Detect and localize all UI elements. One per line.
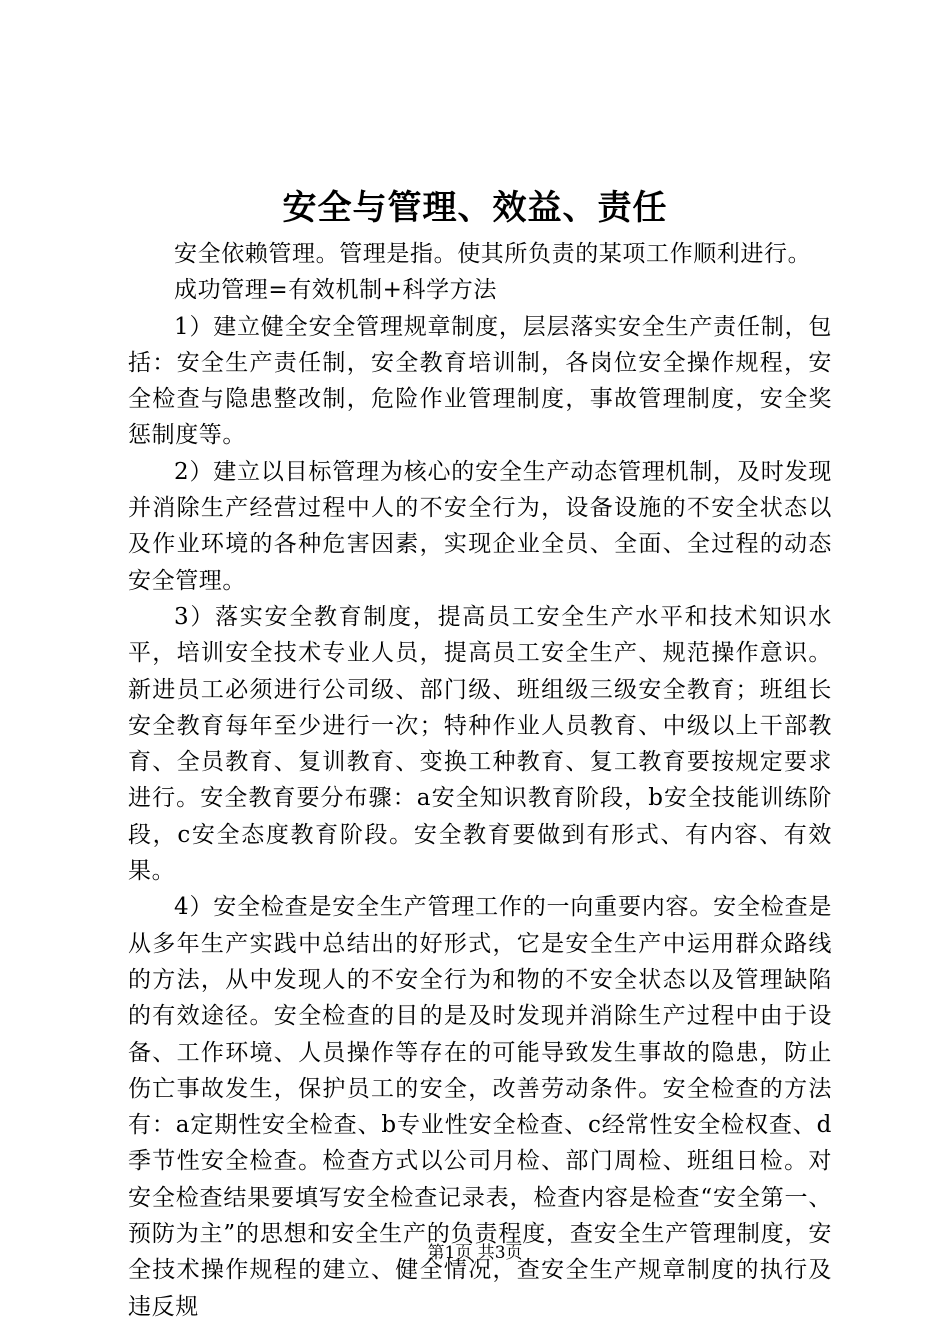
- document-body: [128, 236, 832, 1325]
- paragraph-formula: 成功管理=有效机制+科学方法: [174, 277, 497, 304]
- paragraph-item-1: 1）建立健全安全管理规章制度，层层落实安全生产责任制，包括：安全生产责任制，安全教育培训制，各岗位安全操作规程，安全检查与隐患整改制，危险作业管理制度，事故管理制度，安全奖惩制度等。: [128, 313, 832, 449]
- document-title: 安全与管理、效益、责任: [282, 188, 668, 228]
- paragraph-item-4: 4）安全检查是安全生产管理工作的一向重要内容。安全检查是从多年生产实践中总结出的好形式，它是安全生产中运用群众路线的方法，从中发现人的不安全行为和物的不安全状态以及管理缺陷的有效途径。安全检查的目的是及时发现并消除生产过程中由于设备、工作环境、人员操作等存在的可能导致发生事故的隐患，防止伤亡事故发生，保护员工的安全，改善劳动条件。安全检查的方法有：a定期性安全检查、b专业性安全检查、c经常性安全检权查、d季节性安全检查。检查方式以公司月检、部门周检、班组日检。对安全检查结果要填写安全检查记录表，检查内容是检查“安全第一、预防为主”的思想和安全生产的负责程度，查安全生产管理制度，安全技术操作规程的建立、健全情况，查安全生产规章制度的执行及违反规: [128, 894, 832, 1320]
- page-number-footer: 第1页 共3页: [427, 1243, 523, 1263]
- paragraph-item-2: 2）建立以目标管理为核心的安全生产动态管理机制，及时发现并消除生产经营过程中人的不安全行为，设备设施的不安全状态以及作业环境的各种危害因素，实现企业全员、全面、全过程的动态安全管理。: [128, 458, 832, 594]
- paragraph-item-3: 3）落实安全教育制度，提高员工安全生产水平和技术知识水平，培训安全技术专业人员，提高员工安全生产、规范操作意识。新进员工必须进行公司级、部门级、班组级三级安全教育；班组长安全教育每年至少进行一次；特种作业人员教育、中级以上干部教育、全员教育、复训教育、变换工种教育、复工教育要按规定要求进行。安全教育要分布骤：a安全知识教育阶段，b安全技能训练阶段，c安全态度教育阶段。安全教育要做到有形式、有内容、有效果。: [128, 603, 832, 885]
- paragraph-intro: 安全依赖管理。管理是指。使其所负责的某项工作顺利进行。: [174, 241, 812, 267]
